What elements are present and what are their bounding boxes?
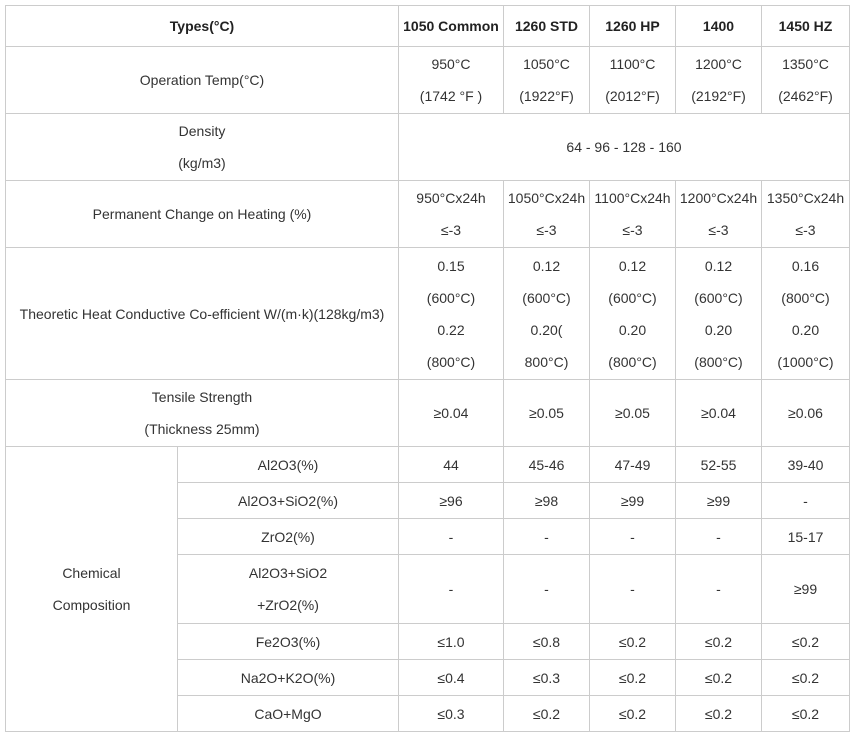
- conductivity-cell: 0.15 (600°C) 0.22 (800°C): [399, 248, 504, 380]
- chem-cell: 39-40: [762, 447, 850, 483]
- permanent-change-row: [6, 181, 850, 248]
- tensile-row: [6, 380, 850, 447]
- conductivity-cell: 0.12 (600°C) 0.20( 800°C): [504, 248, 590, 380]
- chem-cell: 45-46: [504, 447, 590, 483]
- chem-row-al2o3: [6, 447, 850, 483]
- chem-cell: ≤0.8: [504, 624, 590, 660]
- chem-cell: ≤0.3: [504, 660, 590, 696]
- density-row: [6, 114, 850, 181]
- density-label: Density (kg/m3): [6, 114, 399, 181]
- chem-cell: -: [762, 483, 850, 519]
- conductivity-cell: 0.12 (600°C) 0.20 (800°C): [676, 248, 762, 380]
- chem-cell: ≤1.0: [399, 624, 504, 660]
- chem-cell: 44: [399, 447, 504, 483]
- operation-temp-cell: 1100°C (2012°F): [590, 47, 676, 114]
- chem-cell: ≥99: [590, 483, 676, 519]
- conductivity-row: [6, 248, 850, 380]
- tensile-cell: ≥0.05: [590, 380, 676, 447]
- permanent-change-cell: 1100°Cx24h ≤-3: [590, 181, 676, 248]
- chem-cell: ≤0.2: [762, 624, 850, 660]
- chem-cell: -: [590, 555, 676, 624]
- chem-cell: ≤0.2: [762, 660, 850, 696]
- tensile-cell: ≥0.06: [762, 380, 850, 447]
- chem-cell: ≤0.2: [762, 696, 850, 732]
- tensile-label: Tensile Strength (Thickness 25mm): [6, 380, 399, 447]
- operation-temp-cell: 1200°C (2192°F): [676, 47, 762, 114]
- chem-cell: ≤0.2: [590, 696, 676, 732]
- conductivity-label: Theoretic Heat Conductive Co-efficient W/(m·k)(128kg/m3): [6, 248, 399, 380]
- chem-cell: ≤0.2: [590, 624, 676, 660]
- col-header-1260-hp: 1260 HP: [590, 6, 676, 47]
- chem-cell: -: [676, 555, 762, 624]
- chem-name: Al2O3+SiO2(%): [178, 483, 399, 519]
- chem-cell: ≥99: [762, 555, 850, 624]
- permanent-change-label: Permanent Change on Heating (%): [6, 181, 399, 248]
- permanent-change-cell: 950°Cx24h ≤-3: [399, 181, 504, 248]
- col-header-1050-common: 1050 Common: [399, 6, 504, 47]
- col-header-1260-std: 1260 STD: [504, 6, 590, 47]
- chem-name: ZrO2(%): [178, 519, 399, 555]
- chem-cell: ≤0.2: [590, 660, 676, 696]
- permanent-change-cell: 1050°Cx24h ≤-3: [504, 181, 590, 248]
- chem-cell: ≤0.2: [504, 696, 590, 732]
- chem-name: Al2O3+SiO2 +ZrO2(%): [178, 555, 399, 624]
- chem-cell: ≥96: [399, 483, 504, 519]
- chem-name: Fe2O3(%): [178, 624, 399, 660]
- operation-temp-label: Operation Temp(°C): [6, 47, 399, 114]
- chem-name: Na2O+K2O(%): [178, 660, 399, 696]
- operation-temp-cell: 950°C (1742 °F ): [399, 47, 504, 114]
- chem-cell: -: [399, 519, 504, 555]
- chem-cell: ≤0.2: [676, 696, 762, 732]
- chem-cell: ≥99: [676, 483, 762, 519]
- chem-cell: -: [504, 555, 590, 624]
- col-header-1450-hz: 1450 HZ: [762, 6, 850, 47]
- conductivity-cell: 0.12 (600°C) 0.20 (800°C): [590, 248, 676, 380]
- chem-cell: 47-49: [590, 447, 676, 483]
- specs-table: [5, 5, 850, 732]
- density-value: 64 - 96 - 128 - 160: [399, 114, 850, 181]
- permanent-change-cell: 1350°Cx24h ≤-3: [762, 181, 850, 248]
- chem-cell: 52-55: [676, 447, 762, 483]
- permanent-change-cell: 1200°Cx24h ≤-3: [676, 181, 762, 248]
- chem-cell: ≤0.2: [676, 660, 762, 696]
- chem-cell: -: [590, 519, 676, 555]
- operation-temp-cell: 1350°C (2462°F): [762, 47, 850, 114]
- chem-cell: ≤0.3: [399, 696, 504, 732]
- chemical-composition-label: Chemical Composition: [6, 447, 178, 732]
- conductivity-cell: 0.16 (800°C) 0.20 (1000°C): [762, 248, 850, 380]
- chem-cell: ≤0.2: [676, 624, 762, 660]
- tensile-cell: ≥0.04: [676, 380, 762, 447]
- chem-cell: -: [399, 555, 504, 624]
- col-header-1400: 1400: [676, 6, 762, 47]
- tensile-cell: ≥0.04: [399, 380, 504, 447]
- chem-cell: -: [676, 519, 762, 555]
- chem-cell: ≤0.4: [399, 660, 504, 696]
- header-row: [6, 6, 850, 47]
- types-header: Types(°C): [6, 6, 399, 47]
- chem-cell: -: [504, 519, 590, 555]
- operation-temp-row: [6, 47, 850, 114]
- operation-temp-cell: 1050°C (1922°F): [504, 47, 590, 114]
- chem-cell: ≥98: [504, 483, 590, 519]
- tensile-cell: ≥0.05: [504, 380, 590, 447]
- chem-name: CaO+MgO: [178, 696, 399, 732]
- chem-cell: 15-17: [762, 519, 850, 555]
- chem-name: Al2O3(%): [178, 447, 399, 483]
